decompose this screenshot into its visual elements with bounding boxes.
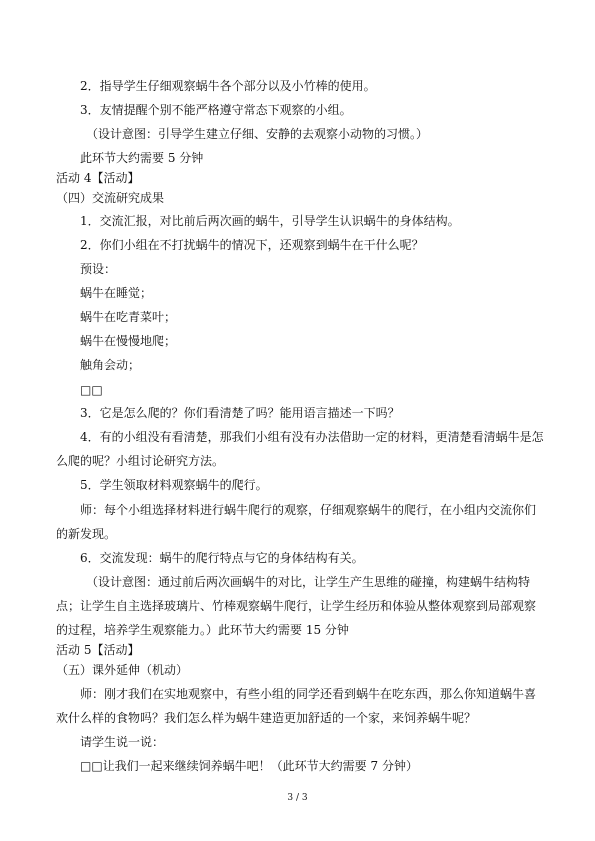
list-item: 蜗牛在睡觉； — [80, 286, 153, 300]
text-line: 3．它是怎么爬的？你们看清楚了吗？能用语言描述一下吗？ — [80, 406, 400, 420]
duration-note: 此环节大约需要 5 分钟 — [80, 151, 204, 165]
activity-heading: 活动 5【活动】 — [56, 643, 140, 657]
text-line: □□让我们一起来继续饲养蜗牛吧！（此环节大约需要 7 分钟） — [80, 759, 418, 773]
list-item: 蜗牛在吃青菜叶； — [80, 310, 177, 324]
text-line: 1．交流汇报，对比前后两次画的蜗牛，引导学生认识蜗牛的身体结构。 — [80, 214, 460, 228]
page-number: 3 / 3 — [287, 793, 308, 803]
text-line: 4．有的小组没有看清楚，那我们小组有没有办法借助一定的材料，更清楚看清蜗牛是怎 — [80, 430, 544, 444]
design-intent-note: （设计意图：通过前后两次画蜗牛的对比，让学生产生思维的碰撞，构建蜗牛结构特 — [86, 575, 531, 589]
text-line: 5．学生领取材料观察蜗牛的爬行。 — [80, 478, 268, 492]
list-item: 蜗牛在慢慢地爬； — [80, 334, 177, 348]
text-line: 预设： — [80, 262, 117, 276]
design-intent-note: 点；让学生自主选择玻璃片、竹棒观察蜗牛爬行，让学生经历和体验从整体观察到局部观察 — [56, 599, 537, 613]
design-intent-note: （设计意图：引导学生建立仔细、安静的去观察小动物的习惯。） — [86, 127, 429, 141]
text-line: 欢什么样的食物吗？我们怎么样为蜗牛建造更加舒适的一个家，来饲养蜗牛呢？ — [56, 711, 477, 725]
text-line: 2．你们小组在不打扰蜗牛的情况下，还观察到蜗牛在干什么呢？ — [80, 238, 424, 252]
text-line: 师：每个小组选择材料进行蜗牛爬行的观察，仔细观察蜗牛的爬行，在小组内交流你们 — [80, 503, 537, 517]
list-item: □□ — [80, 383, 103, 397]
text-line: 么爬的呢？小组讨论研究方法。 — [56, 454, 225, 468]
text-line: 2．指导学生仔细观察蜗牛各个部分以及小竹棒的使用。 — [80, 79, 376, 93]
text-line: 请学生说一说： — [80, 735, 165, 749]
activity-heading: 活动 4【活动】 — [56, 171, 140, 185]
text-line: 师：刚才我们在实地观察中，有些小组的同学还看到蜗牛在吃东西，那么你知道蜗牛喜 — [80, 687, 537, 701]
section-heading: （五）课外延伸（机动） — [56, 663, 189, 677]
text-line: 的新发现。 — [56, 527, 117, 541]
text-line: 6．交流发现：蜗牛的爬行特点与它的身体结构有关。 — [80, 551, 364, 565]
section-heading: （四）交流研究成果 — [56, 191, 165, 205]
list-item: 触角会动； — [80, 358, 141, 372]
text-line: 3．友情提醒个别不能严格遵守常态下观察的小组。 — [80, 103, 352, 117]
design-intent-note: 的过程，培养学生观察能力。）此环节大约需要 15 分钟 — [56, 623, 349, 637]
